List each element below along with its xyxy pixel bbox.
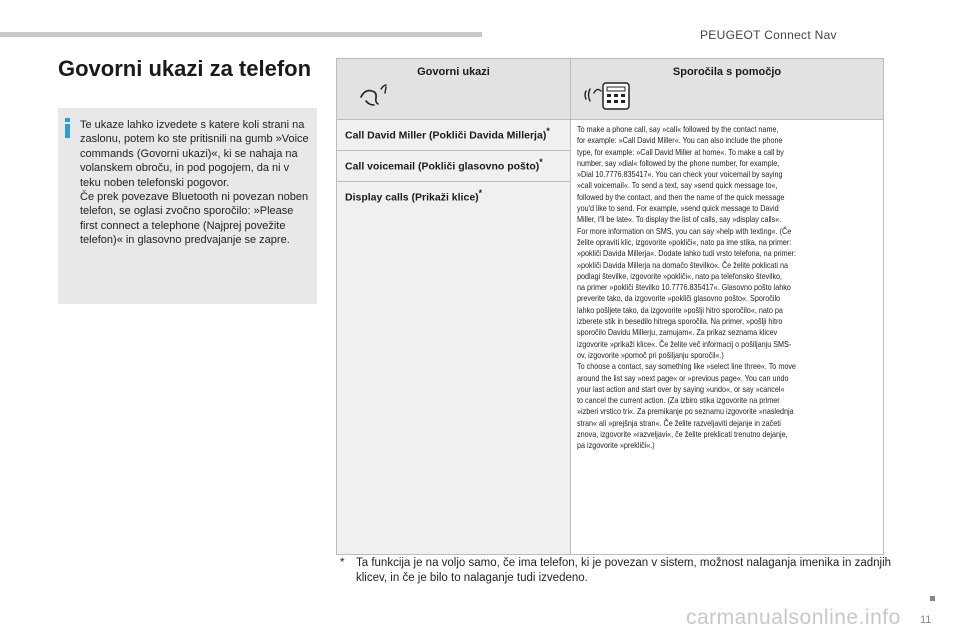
command-label: Display calls (Prikaži klice) xyxy=(345,191,479,204)
footnote-mark: * xyxy=(539,157,543,167)
command-call-voicemail xyxy=(337,151,571,182)
header-help-label: Sporočila s pomočjo xyxy=(672,66,782,78)
page-number: 11 xyxy=(920,614,932,626)
info-text: Te ukaze lahko izvedete s katere koli strani na zaslonu, potem ko ste pritisnili na gumb »Voice commands (Govorni ukazi)«, ki se nahaja na volanskem obroču, in pod pogojem, da ni v teku noben telefonski pogovor. Če prek povezave Bluetooth ni povezan noben telefon, se oglasi zvočno sporočilo: »Please first connect a telephone (Najprej povežite telefon)« in glasovno predvajanje se zapre. xyxy=(80,119,309,247)
command-display-calls xyxy=(337,182,571,555)
help-messages-cell xyxy=(571,120,884,555)
section-marker xyxy=(930,596,935,601)
help-text: To make a phone call, say »call« followed by the contact name, for example: »Call David Miller«. You can also include the phone type, for example: »Call David Miller at home«. To make a call by number, say »dial« followed by the phone number, for example, »Dial 10.7776.835417«. You can check your voicemail by saying »call voicemail«. To send a text, say »send quick message to«, followed by the contact, and then the name of the quick message you'd like to send. For example, »send quick message to David Miller, I'll be late«. To display the list of calls, say »display calls«. For more information on SMS, you can say »help with texting«. (Če želite opraviti klic, izgovorite »pokliči«, nato pa ime stika, na primer: »pokliči Davida Millerja«. Dodate lahko tudi vrsto telefona, na primer: »pokliči Davida Millerja na domačo številko«. Če želite poklicati na podlagi številke, izgovorite »pokliči«, nato pa telefonsko številko, na primer »pokliči številko 10.7776.835417«. Glasovno pošto lahko preverite tako, da izgovorite »pokliči glasovno pošto«. Sporočilo lahko pošljete tako, da izgovorite »pošlji hitro sporočilo«, nato pa izberete stik in besedilo hitrega sporočila. Na primer, »pošlji hitro sporočilo Davidu Millerju, zamujam«. Za prikaz seznama klicev izgovorite »prikaži klice«. Če želite več informacij o pošiljanju SMS- ov, izgovorite »pomoč pri pošiljanju sporočil«.) To choose a contact, say something like »select line three«. To move around the list say »next page« or »previous page«. You can undo your last action and start over by saying »undo«, or say »cancel« to cancel the current action. (Za izbiro stika izgovorite na primer »izberi vrstico tri«. Za premikanje po seznamu izgovorite »naslednja stran« ali »prejšnja stran«. Če želite razveljaviti dejanje in začeti znova, izgovorite »razveljavi«, če želite preklicati trenutno dejanje, pa izgovorite »prekliči«.) xyxy=(577,125,797,451)
top-rule xyxy=(0,32,482,37)
watermark: carmanualsonline.info xyxy=(686,606,901,629)
header-commands-label: Govorni ukazi xyxy=(417,66,490,78)
command-call-contact xyxy=(337,120,571,151)
page-title: Govorni ukazi za telefon xyxy=(58,56,312,81)
table-header-row xyxy=(337,59,884,120)
footnote-mark: * xyxy=(340,557,345,569)
command-label: Call voicemail (Pokliči glasovno pošto) xyxy=(345,160,540,173)
header-help xyxy=(571,59,884,120)
footnote-mark: * xyxy=(478,188,483,198)
footnote xyxy=(340,556,900,586)
brand-header: PEUGEOT Connect Nav xyxy=(700,28,837,42)
voice-commands-table xyxy=(336,58,884,555)
info-box xyxy=(58,108,317,304)
command-label: Call David Miller (Pokliči Davida Millerja) xyxy=(345,129,547,142)
footnote-text: Ta funkcija je na voljo samo, če ima telefon, ki je povezan v sistem, možnost nalaganja imenika in zadnjih klicev, in če je bilo to nalaganje tudi izvedeno. xyxy=(356,557,892,584)
voice-command-icon xyxy=(357,83,391,109)
footnote-mark: * xyxy=(546,126,550,136)
table-row xyxy=(337,120,884,151)
info-icon xyxy=(65,118,70,138)
voice-keypad-icon xyxy=(583,79,635,111)
header-commands xyxy=(337,59,571,120)
